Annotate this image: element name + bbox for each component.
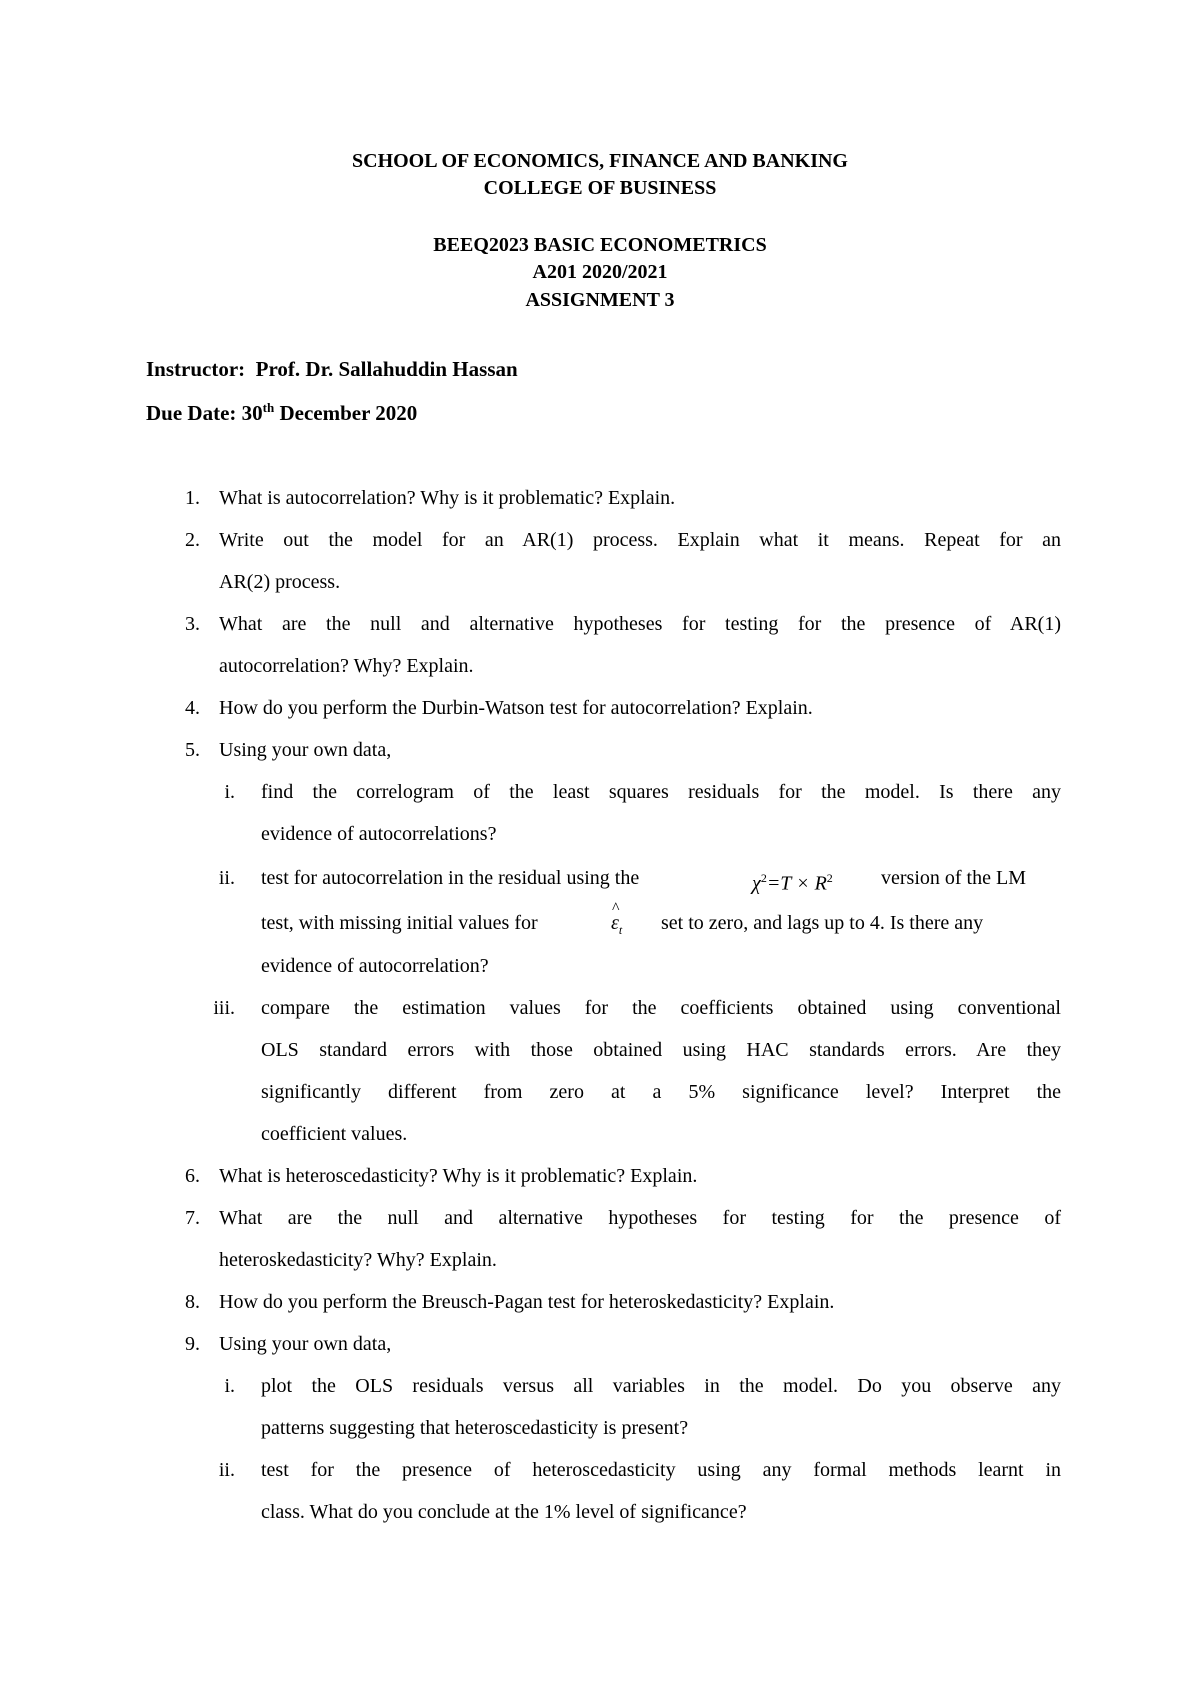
question-text: autocorrelation? Why? Explain. [219,655,474,677]
epsilon-subscript: t [618,923,623,937]
sub-question-text: compare the estimation values for the coefficients obtained using conventional [261,997,1061,1019]
sub-question-text: evidence of autocorrelation? [261,955,489,977]
sub-question-text: test for the presence of heteroscedasticity using any formal methods learnt in [261,1459,1061,1481]
question-number: 4. [185,697,200,719]
question-text: Using your own data, [219,1333,392,1355]
formula-mid: =T × R [766,872,827,895]
epsilon-hat-symbol [611,900,623,943]
question-text: What is heteroscedasticity? Why is it problematic? Explain. [219,1165,698,1187]
question-text: What are the null and alternative hypotheses for testing for the presence of [219,1207,1061,1229]
formula-exponent: 2 [760,871,767,885]
question-text: What is autocorrelation? Why is it problematic? Explain. [219,487,676,509]
sub-question-text: test for autocorrelation in the residual using the [261,867,640,889]
instructor-name: Prof. Dr. Sallahuddin Hassan [255,357,518,381]
sub-question-number: i. [224,781,235,803]
semester: A201 2020/2021 [532,261,668,283]
question-number: 3. [185,613,200,635]
sub-question-text: test, with missing initial values for [261,912,538,934]
question-number: 1. [185,487,200,509]
due-label: Due Date: 30 [146,401,263,425]
sub-question-text: plot the OLS residuals versus all variables in the model. Do you observe any [261,1375,1061,1397]
question-text: Write out the model for an AR(1) process. Explain what it means. Repeat for an [219,529,1061,551]
sub-question-text: find the correlogram of the least squares residuals for the model. Is there any [261,781,1061,803]
chi-symbol: χ [752,872,761,895]
question-number: 9. [185,1333,200,1355]
question-text: How do you perform the Breusch-Pagan test for heteroskedasticity? Explain. [219,1291,835,1313]
question-text: What are the null and alternative hypotheses for testing for the presence of AR(1) [219,613,1061,635]
question-text: How do you perform the Durbin-Watson test for autocorrelation? Explain. [219,697,813,719]
hat-accent: ^ [612,900,620,917]
formula-exponent: 2 [826,871,833,885]
sub-question-text: version of the LM [881,867,1026,889]
question-text: Using your own data, [219,739,392,761]
college-name: COLLEGE OF BUSINESS [483,177,717,199]
sub-question-text: patterns suggesting that heteroscedasticity is present? [261,1417,689,1439]
sub-question-text: significantly different from zero at a 5% significance level? Interpret the [261,1081,1061,1103]
question-text: heteroskedasticity? Why? Explain. [219,1249,497,1271]
due-rest: December 2020 [274,401,418,425]
sub-question-number: ii. [218,867,235,889]
school-name: SCHOOL OF ECONOMICS, FINANCE AND BANKING [352,150,848,172]
sub-question-number: i. [224,1375,235,1397]
due-sup: th [262,400,275,415]
sub-question-text: OLS standard errors with those obtained using HAC standards errors. Are they [261,1039,1061,1061]
question-number: 5. [185,739,200,761]
assignment-title: ASSIGNMENT 3 [525,289,675,311]
due-date-line [146,400,417,426]
question-number: 7. [185,1207,200,1229]
sub-question-number: ii. [218,1459,235,1481]
question-number: 2. [185,529,200,551]
lm-formula [752,865,833,897]
sub-question-text: class. What do you conclude at the 1% level of significance? [261,1501,747,1523]
instructor-label: Instructor: [146,357,246,381]
epsilon-char: ε [611,912,619,934]
instructor-line [146,357,518,382]
sub-question-text: set to zero, and lags up to 4. Is there any [661,912,984,934]
question-number: 6. [185,1165,200,1187]
sub-question-text: coefficient values. [261,1123,408,1145]
sub-question-number: iii. [213,997,235,1019]
question-text: AR(2) process. [219,571,341,593]
question-number: 8. [185,1291,200,1313]
sub-question-text: evidence of autocorrelations? [261,823,497,845]
course-title: BEEQ2023 BASIC ECONOMETRICS [433,234,767,256]
